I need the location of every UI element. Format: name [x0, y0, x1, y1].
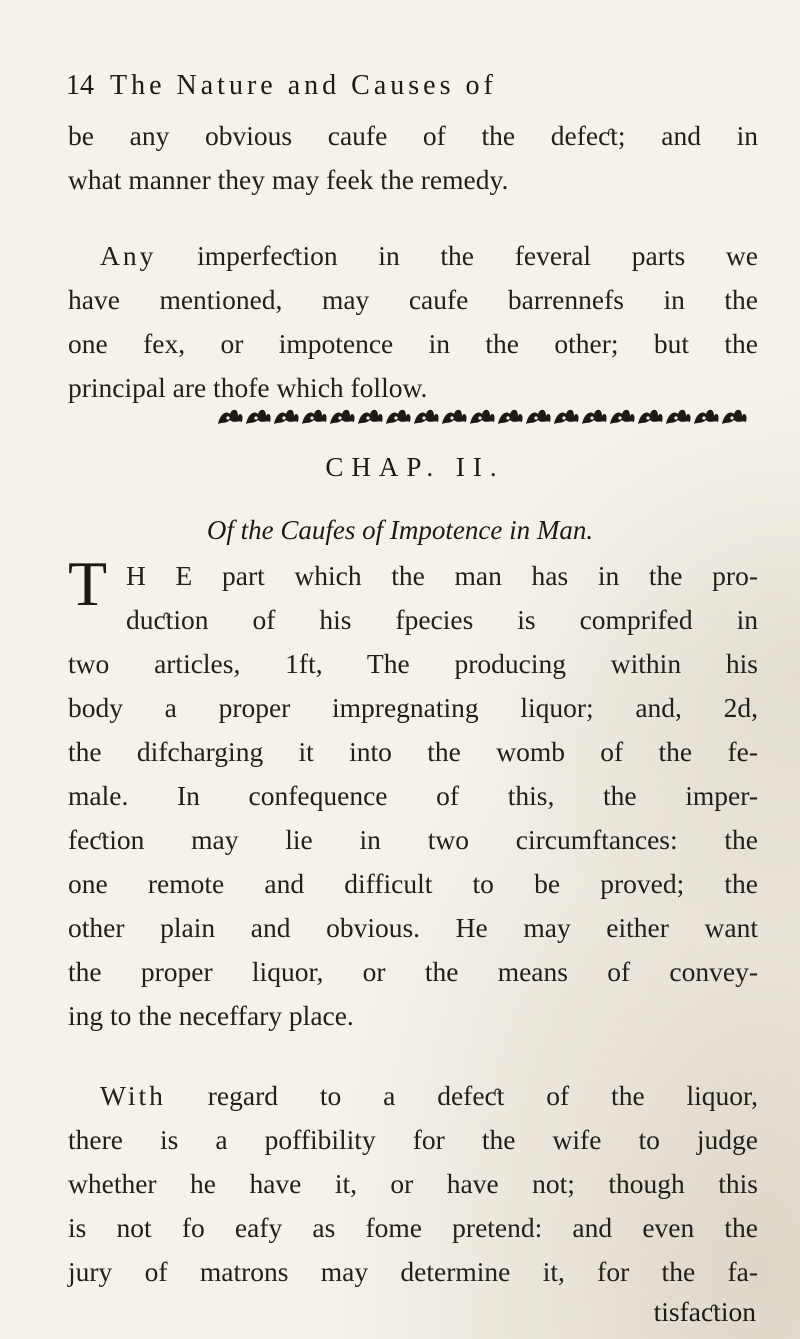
drop-cap: T	[68, 548, 108, 619]
ornament-glyph	[330, 410, 355, 424]
ornament-glyph	[666, 410, 691, 424]
ornament-glyph	[358, 410, 383, 424]
text-line: jury of matrons may determine it, for the fa-	[68, 1256, 758, 1287]
ornament-glyph	[246, 410, 271, 424]
running-title: The Nature and Causes of	[110, 70, 497, 101]
text-line: be any obvious caufe of the defeƈt; and in	[68, 120, 758, 151]
text-run: imperfeƈtion in the feveral parts we	[156, 240, 758, 271]
ornament-band	[216, 400, 756, 430]
chapter-heading: CHAP. II.	[325, 452, 505, 482]
ornament-glyph	[442, 410, 467, 424]
text-line: feƈtion may lie in two circumftances: the	[68, 824, 758, 855]
text-line: there is a poffibility for the wife to judge	[68, 1124, 758, 1155]
text-line: H E part which the man has in the pro-	[126, 560, 758, 591]
ornament-glyph	[218, 410, 243, 424]
text-line: the proper liquor, or the means of convey-	[68, 956, 758, 987]
text-line: ing to the neceffary place.	[68, 1000, 354, 1031]
ornament-glyph	[498, 410, 523, 424]
ornament-glyph	[386, 410, 411, 424]
text-line: whether he have it, or have not; though this	[68, 1168, 758, 1199]
text-line: male. In confequence of this, the imper-	[68, 780, 758, 811]
ornament-glyph	[526, 410, 551, 424]
text-line: is not fo eafy as fome pretend: and even the	[68, 1212, 758, 1243]
text-line: what manner they may feek the remedy.	[68, 164, 509, 195]
ornament-glyph	[470, 410, 495, 424]
ornament-glyph	[610, 410, 635, 424]
paragraph-first-line	[100, 238, 758, 274]
catchword: tisfaƈtion	[653, 1296, 756, 1327]
ornament-glyph	[694, 410, 719, 424]
chapter-subtitle: Of the Caufes of Impotence in Man.	[206, 515, 594, 545]
ornament-glyph	[638, 410, 663, 424]
text-line: duƈtion of his fpecies is comprifed in	[126, 604, 758, 635]
text-line: one remote and difficult to be proved; the	[68, 868, 758, 899]
text-line: have mentioned, may caufe barrennefs in the	[68, 284, 758, 315]
ornament-glyph	[414, 410, 439, 424]
ornament-glyph	[302, 410, 327, 424]
text-line: other plain and obvious. He may either want	[68, 912, 758, 943]
running-head	[66, 70, 756, 102]
ornament-glyph	[582, 410, 607, 424]
text-line: principal are thofe which follow.	[68, 372, 428, 403]
ornament-glyph	[554, 410, 579, 424]
text-line: the difcharging it into the womb of the fe-	[68, 736, 758, 767]
text-line: body a proper impregnating liquor; and, 2d,	[68, 692, 758, 723]
ornament-glyph	[274, 410, 299, 424]
text-line: one fex, or impotence in the other; but the	[68, 328, 758, 359]
small-caps-word: Any	[100, 240, 157, 271]
text-line: two articles, 1ft, The producing within his	[68, 648, 758, 679]
page-number: 14	[66, 70, 94, 101]
ornament-glyph	[722, 410, 747, 424]
text-run: regard to a defeƈt of the liquor,	[165, 1080, 758, 1111]
small-caps-word: With	[100, 1080, 166, 1111]
paragraph-first-line	[100, 1078, 758, 1114]
